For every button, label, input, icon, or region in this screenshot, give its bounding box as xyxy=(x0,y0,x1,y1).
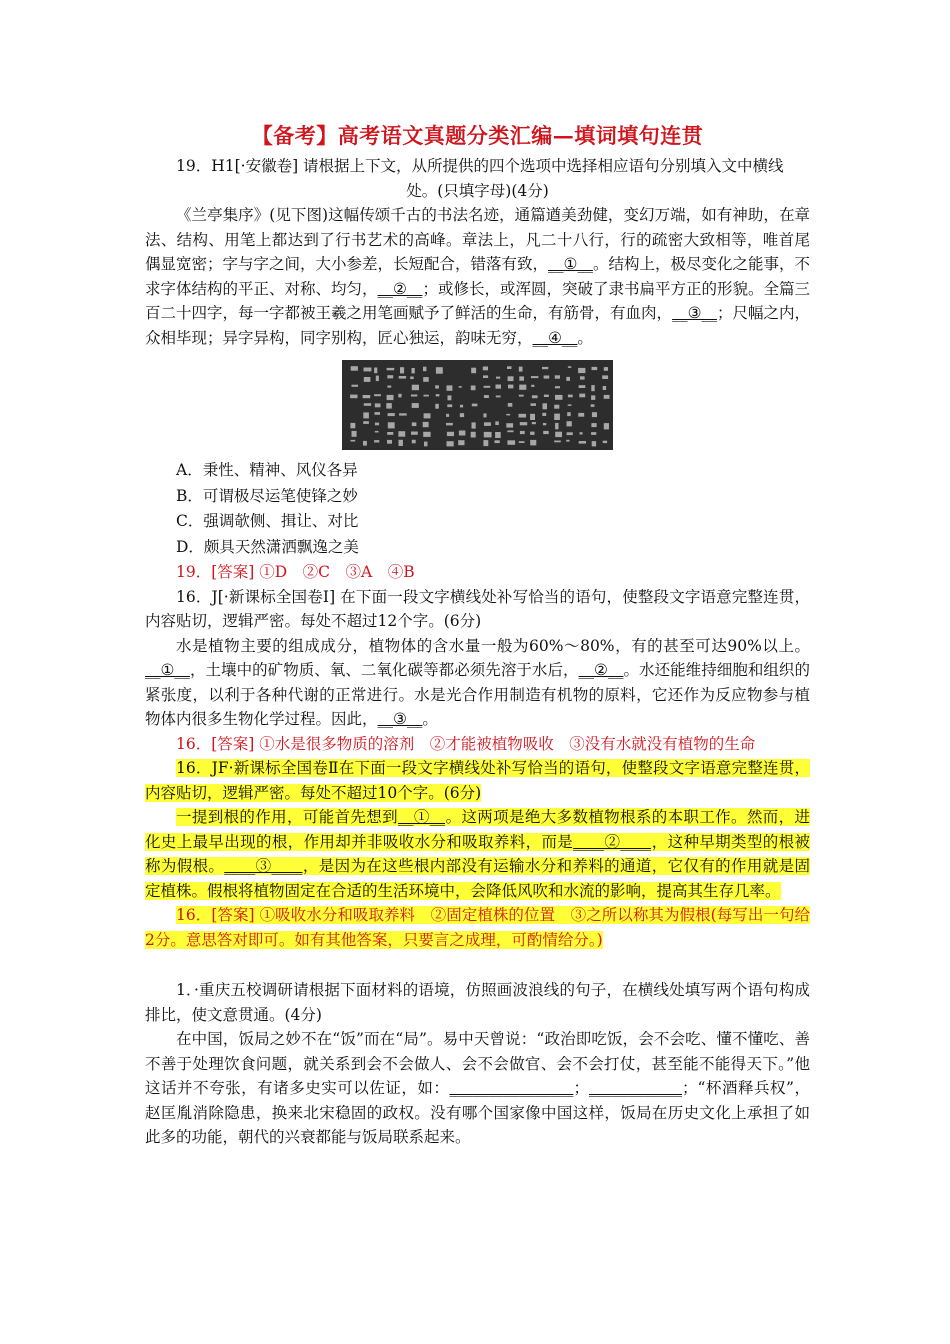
glyph-stroke xyxy=(387,368,395,370)
q19-blank-4: __④__ xyxy=(532,328,578,347)
glyph-stroke xyxy=(458,440,464,445)
glyph-stroke xyxy=(555,423,558,429)
glyph-stroke xyxy=(364,377,371,382)
glyph-stroke xyxy=(364,403,371,406)
glyph-stroke xyxy=(423,432,430,437)
glyph-stroke xyxy=(412,440,416,444)
q1-blank-2: ____________ xyxy=(588,1079,682,1097)
glyph-stroke xyxy=(508,403,513,407)
glyph-stroke xyxy=(592,367,598,370)
q16b-stem xyxy=(145,756,810,805)
glyph-stroke xyxy=(567,432,573,435)
glyph-stroke xyxy=(520,431,525,434)
glyph-stroke xyxy=(592,441,596,446)
glyph-stroke xyxy=(579,385,586,388)
glyph-stroke xyxy=(519,414,527,418)
glyph-stroke xyxy=(580,432,583,434)
q16a-text-3: 。水还能维持细胞和组织的紧张度，以利于各种代谢的正常进行。水是光合作用制造有机物的原料，它还作为反应物参与植物体内很多生物化学过程。因此， xyxy=(145,661,810,728)
glyph-stroke xyxy=(604,367,608,371)
glyph-stroke xyxy=(508,385,513,389)
q19-option-c: C．强调欹侧、揖让、对比 xyxy=(176,512,359,530)
glyph-stroke xyxy=(483,375,488,378)
glyph-stroke xyxy=(519,441,525,443)
glyph-stroke xyxy=(351,366,358,371)
glyph-stroke xyxy=(580,376,585,379)
glyph-stroke xyxy=(568,395,573,398)
glyph-stroke xyxy=(554,441,561,443)
glyph-stroke xyxy=(350,395,357,399)
glyph-stroke xyxy=(411,432,418,435)
q1-text-2: ； xyxy=(573,1079,589,1097)
glyph-stroke xyxy=(554,414,560,420)
glyph-stroke xyxy=(352,385,359,387)
glyph-stroke xyxy=(543,431,549,434)
q16b-text-2: 。这两项是绝大多数植物根系的本职工作。然而，进化史上最早出现的根，作用却并非吸收水分和吸取养料，而是 xyxy=(145,808,810,851)
glyph-stroke xyxy=(531,385,534,387)
glyph-stroke xyxy=(591,404,595,407)
q16b-blank-3: ____③____ xyxy=(224,857,303,875)
glyph-stroke xyxy=(591,423,596,427)
glyph-stroke xyxy=(412,403,419,408)
q16b-passage xyxy=(145,805,810,903)
glyph-stroke xyxy=(579,441,586,444)
q19-text-2: 。结构上，极尽变化之能事，不求字体结构的平正、对称、均匀， xyxy=(145,255,810,298)
glyph-stroke xyxy=(568,366,571,368)
glyph-stroke xyxy=(400,367,404,373)
glyph-stroke xyxy=(435,385,439,388)
glyph-stroke xyxy=(567,421,572,426)
glyph-stroke xyxy=(363,441,367,446)
q16a-blank-1: __①__ xyxy=(145,661,190,679)
q16b-answer xyxy=(145,903,810,952)
glyph-stroke xyxy=(387,395,394,400)
glyph-stroke xyxy=(446,423,453,426)
glyph-stroke xyxy=(591,385,594,391)
glyph-stroke xyxy=(483,440,488,446)
glyph-stroke xyxy=(519,367,523,372)
glyph-stroke xyxy=(447,441,454,446)
glyph-stroke xyxy=(507,430,513,432)
glyph-stroke xyxy=(530,432,534,435)
glyph-stroke xyxy=(375,423,379,426)
glyph-stroke xyxy=(484,386,491,388)
glyph-stroke xyxy=(602,375,608,379)
glyph-stroke xyxy=(604,423,609,429)
glyph-stroke xyxy=(542,413,546,416)
glyph-stroke xyxy=(350,423,355,428)
glyph-stroke xyxy=(435,404,439,409)
glyph-stroke xyxy=(423,377,429,382)
glyph-stroke xyxy=(604,395,610,399)
q1-text-3: ； xyxy=(681,1079,698,1097)
glyph-stroke xyxy=(386,403,392,409)
glyph-stroke xyxy=(436,367,443,374)
glyph-stroke xyxy=(411,395,417,397)
glyph-stroke xyxy=(412,422,417,426)
glyph-stroke xyxy=(555,375,560,378)
question-16-paper2 xyxy=(145,756,810,952)
question-1 xyxy=(145,978,810,1150)
glyph-stroke xyxy=(459,386,462,388)
glyph-stroke xyxy=(375,403,381,407)
glyph-stroke xyxy=(543,423,546,425)
glyph-stroke xyxy=(567,412,571,416)
glyph-stroke xyxy=(412,385,419,391)
q19-text-3: ；或修长，或浑圆，突破了隶书扁平方正的形貌。全篇三百二十四字，每一字都被王羲之用笔画赋予了鲜活的生命，有筋骨，有血肉， xyxy=(145,279,810,322)
glyph-stroke xyxy=(351,440,356,442)
glyph-stroke xyxy=(484,422,491,426)
q16a-passage xyxy=(145,634,810,732)
glyph-stroke xyxy=(424,442,428,447)
q16a-blank-2: __②__ xyxy=(578,661,624,679)
glyph-stroke xyxy=(591,395,595,400)
glyph-stroke xyxy=(447,432,454,436)
q19-option-b: B．可谓极尽运笔使锋之妙 xyxy=(176,486,358,505)
glyph-stroke xyxy=(410,377,414,380)
glyph-stroke xyxy=(423,367,426,372)
glyph-stroke xyxy=(484,395,489,398)
glyph-stroke xyxy=(424,413,431,418)
glyph-stroke xyxy=(363,421,369,424)
glyph-stroke xyxy=(446,414,449,417)
calligraphy-rubbing-icon xyxy=(342,360,613,450)
glyph-stroke xyxy=(387,432,393,435)
q1-passage xyxy=(145,1027,810,1150)
glyph-stroke xyxy=(399,413,407,415)
glyph-stroke xyxy=(398,394,401,398)
q1-stem: 1．·重庆五校调研请根据下面材料的语境，仿照画波浪线的句子，在横线处填写两个语句构成排比，使文意贯通。(4分) xyxy=(145,981,810,1024)
glyph-stroke xyxy=(374,368,377,374)
glyph-stroke xyxy=(460,405,463,408)
q16b-answer-text: 16．[答案] ①吸收水分和吸取养料 ②固定植株的位置 ③之所以称其为假根(每写出一句给2分。意思答对即可。如有其他答案，只要言之成理，可酌情给分。) xyxy=(145,906,810,949)
glyph-stroke xyxy=(531,376,539,378)
glyph-stroke xyxy=(412,368,415,373)
q1-text-5: 。没有哪个国家像中国这样，饭局在历史文化上承担了如此多的功能，朝代的兴衰都能与饭局联系起来。 xyxy=(145,1103,810,1146)
glyph-stroke xyxy=(603,386,606,390)
glyph-stroke xyxy=(603,441,607,443)
glyph-stroke xyxy=(363,395,371,398)
q19-passage xyxy=(145,203,810,350)
glyph-stroke xyxy=(578,368,585,373)
q1-wavy-sentence: “杯酒释兵权”，赵匡胤消除隐患，换来北宋稳固的政权 xyxy=(145,1079,810,1122)
glyph-stroke xyxy=(484,432,492,438)
glyph-stroke xyxy=(532,395,538,398)
q16a-text-4: 。 xyxy=(422,710,438,728)
q16a-answer: 16．[答案] ①水是很多物质的溶剂 ②才能被植物吸收 ③没有水就没有植物的生命 xyxy=(176,734,756,753)
glyph-stroke xyxy=(578,413,584,417)
glyph-stroke xyxy=(376,376,379,382)
glyph-stroke xyxy=(506,423,513,427)
glyph-stroke xyxy=(495,432,501,438)
q16a-stem: 16．J[·新课标全国卷Ⅰ] 在下面一段文字横线处补写恰当的语句，使整段文字语意完整连贯，内容贴切，逻辑严密。每处不超过12个字。(6分) xyxy=(145,587,810,630)
glyph-stroke xyxy=(519,385,526,390)
glyph-stroke xyxy=(447,385,453,390)
glyph-stroke xyxy=(398,431,405,437)
q19-text-5: 。 xyxy=(577,328,593,347)
q19-blank-2: __②__ xyxy=(377,279,423,298)
q19-stem-line1: 19．H1[·安徽卷] 请根据上下文，从所提供的四个选项中选择相应语句分别填入文中横线 xyxy=(176,157,784,175)
q19-answer: 19．[答案] ①D ②C ③A ④B xyxy=(176,563,415,581)
glyph-stroke xyxy=(544,395,549,397)
glyph-stroke xyxy=(566,377,570,381)
glyph-stroke xyxy=(483,413,486,417)
glyph-stroke xyxy=(496,385,502,389)
glyph-stroke xyxy=(531,403,537,406)
question-19 xyxy=(145,154,810,585)
glyph-stroke xyxy=(566,440,569,442)
section-gap xyxy=(145,952,810,978)
glyph-stroke xyxy=(424,395,429,397)
glyph-stroke xyxy=(363,412,369,418)
glyph-stroke xyxy=(555,432,562,437)
q19-stem-line2: 处。(只填字母)(4分) xyxy=(406,181,549,200)
glyph-stroke xyxy=(542,367,548,369)
glyph-stroke xyxy=(496,377,500,379)
q16b-text-1: 一提到根的作用，可能首先想到 xyxy=(176,808,399,826)
glyph-stroke xyxy=(375,431,379,433)
glyph-stroke xyxy=(387,440,392,444)
glyph-stroke xyxy=(543,403,548,409)
glyph-stroke xyxy=(579,394,585,398)
glyph-stroke xyxy=(471,368,476,374)
glyph-stroke xyxy=(388,413,395,416)
q16b-stem-text: 16．JF·新课标全国卷Ⅱ在下面一段文字横线处补写恰当的语句，使整段文字语意完整连贯，内容贴切，逻辑严密。每处不超过10个字。(6分) xyxy=(145,759,810,802)
q19-text-1: 《兰亭集序》(见下图)这幅传颂千古的书法名迹，通篇遒美劲健，变幻万端，如有神助，在章法、结构、用笔上都达到了行书艺术的高峰。章法上，凡二十八行，行的疏密大致相等，唯首尾偶显宽密；字与字之间，大小参差，长短配合，错落有致， xyxy=(145,206,810,273)
q16b-blank-1: __①__ xyxy=(398,808,446,826)
q16b-blank-2: ____②____ xyxy=(573,832,652,851)
glyph-stroke xyxy=(387,386,391,388)
glyph-stroke xyxy=(352,431,357,437)
glyph-stroke xyxy=(568,404,572,406)
q16a-text-1: 水是植物主要的组成成分，植物体的含水量一般为60%～80%，有的甚至可达90%以上。 xyxy=(176,636,810,655)
q19-text-4: ；尺幅之内，众相毕现；异字异构，同字别构，匠心独运，韵味无穷， xyxy=(145,304,810,347)
q16a-blank-3: __③__ xyxy=(377,710,423,728)
document-title: 【备考】高考语文真题分类汇编—填词填句连贯 xyxy=(251,123,704,148)
glyph-stroke xyxy=(448,395,452,400)
glyph-stroke xyxy=(508,376,514,381)
glyph-stroke xyxy=(483,367,488,371)
q16b-text-4: ，是因为在这些根内部没有运输水分和养料的通道，它仅有的作用就是固定植株。假根将植物固定在合适的生活环境中，会降低风吹和水流的影响，提高其生存几率。 xyxy=(145,857,810,900)
glyph-stroke xyxy=(530,414,535,420)
q19-blank-1: __①__ xyxy=(548,255,593,273)
glyph-stroke xyxy=(592,412,597,417)
glyph-stroke xyxy=(506,414,510,416)
glyph-stroke xyxy=(555,395,563,400)
glyph-stroke xyxy=(507,366,512,369)
glyph-stroke xyxy=(436,394,440,396)
glyph-stroke xyxy=(387,375,393,378)
q1-text-1: 在中国，饭局之妙不在“饭”而在“局”。易中天曾说：“政治即吃饭，会不会吃、懂不懂吃、善不善于处理饮食问题，就关系到会不会做人、会不会做官、会不会打仗，甚至能不能得天下。”他这话并不夸张，有诸多史实可以佐证，如： xyxy=(145,1030,810,1097)
glyph-stroke xyxy=(519,376,524,380)
glyph-stroke xyxy=(374,394,381,396)
glyph-stroke xyxy=(399,376,406,379)
glyph-stroke xyxy=(520,422,527,425)
q16b-text-3: ，这种早期类型的根被称为假根。 xyxy=(145,832,810,875)
glyph-stroke xyxy=(459,431,466,436)
q1-blank-1: ________________ xyxy=(449,1079,574,1097)
glyph-stroke xyxy=(388,422,395,428)
glyph-stroke xyxy=(519,395,524,397)
glyph-stroke xyxy=(374,440,379,442)
glyph-stroke xyxy=(591,432,596,435)
glyph-stroke xyxy=(544,376,550,379)
glyph-stroke xyxy=(532,422,536,424)
glyph-stroke xyxy=(554,405,559,409)
glyph-stroke xyxy=(364,368,372,372)
glyph-stroke xyxy=(471,432,476,438)
calligraphy-rubbing-image xyxy=(342,360,613,450)
glyph-stroke xyxy=(375,412,381,415)
q16a-text-2: ，土壤中的矿物质、氧、二氧化碳等都必须先溶于水后， xyxy=(189,661,579,679)
glyph-stroke xyxy=(460,413,464,417)
glyph-stroke xyxy=(399,440,403,446)
glyph-stroke xyxy=(530,440,536,446)
glyph-stroke xyxy=(555,386,560,388)
glyph-stroke xyxy=(495,421,499,425)
q19-option-a: A．秉性、精神、风仪各异 xyxy=(176,461,358,479)
q19-option-d: D．颇具天然潇洒飘逸之美 xyxy=(176,537,359,556)
glyph-stroke xyxy=(471,386,476,391)
glyph-stroke xyxy=(495,440,500,443)
glyph-stroke xyxy=(507,440,515,445)
glyph-stroke xyxy=(447,404,452,407)
glyph-stroke xyxy=(496,396,501,398)
q19-blank-3: __③__ xyxy=(672,304,717,322)
question-16-paper1 xyxy=(145,585,810,757)
glyph-stroke xyxy=(423,422,429,427)
glyph-stroke xyxy=(472,422,476,428)
document-content xyxy=(145,120,810,1150)
glyph-stroke xyxy=(472,404,478,407)
